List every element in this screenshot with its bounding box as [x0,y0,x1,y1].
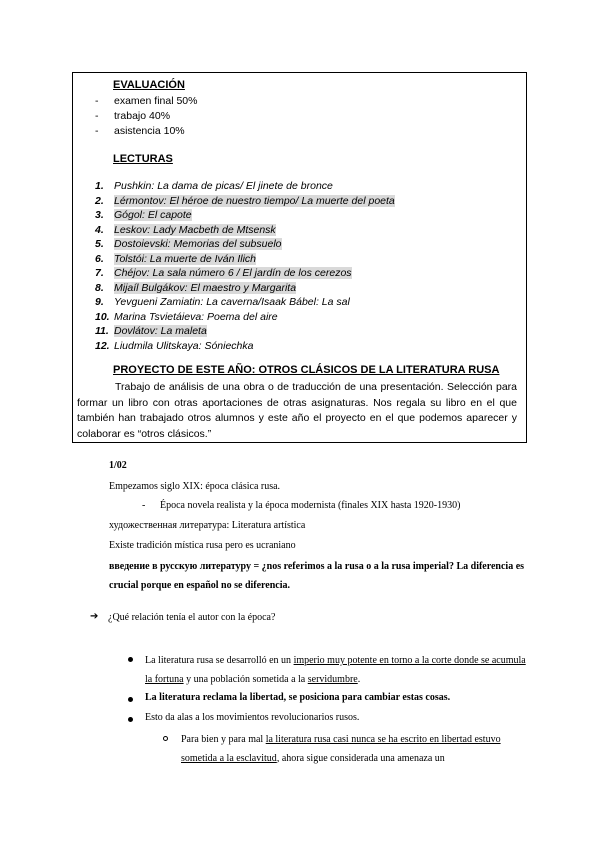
notes-question: ¿Qué relación tenía el autor con la época? [108,612,276,623]
notes-line: Empezamos siglo XIX: época clásica rusa. [109,481,281,492]
lectura-item: 3. Gógol: El capote [95,209,192,221]
sub-bullet-icon [163,736,168,741]
notes-bullet: Esto da alas a los movimientos revolucionarios rusos. [145,712,360,723]
notes-line: художественная литература: Literatura artística [109,520,306,531]
proyecto-title: PROYECTO DE ESTE AÑO: OTROS CLÁSICOS DE LA LITERATURA RUSA [113,364,500,376]
lectura-item: 2. Lérmontov: El héroe de nuestro tiempo/ La muerte del poeta [95,194,395,207]
notes-dash-item: Época novela realista y la época modernista (finales XIX hasta 1920-1930) [160,500,461,511]
notes-bold-line: введение в русскую литературу = ¿nos referimos a la rusa o a la rusa imperial? La diferencia es crucial porque en español no se diferencia. [109,561,525,591]
bullet-icon [128,697,133,702]
notes-line: Existe tradición mística rusa pero es ucraniano [109,540,296,551]
notes-sub-bullet: Para bien y para mal la literatura rusa casi nunca se ha escrito en libertad estuvo sometida a la esclavitud, ahora sigue considerada una amenaza un [181,734,501,764]
course-info-box: EVALUACIÓN - examen final 50% - trabajo 40% - asistencia 10% LECTURAS 1. Pushkin: La dama de picas/ El jinete de bronce 2. Lérmontov: El héroe de nuestro tiempo/ La muerte del poeta 3. Gógol: El capote 4. Leskov: Lady Macbeth de Mtsensk 5. Dostoievski: Memorias del subsuelo 6. Tolstói: La muerte de Iván Ilich 7. Chéjov: La sala número 6 / El jardín de los cerezos 8. Mijaíl Bulgákov: El maestro y Margarita 9. Yevgueni Zamiatin: La caverna/Isaak Bábel: La sal 10. Marina Tsvietáieva: Poema del aire 11. Dovlátov: La maleta 12. Liudmila Ulitskaya: Sóniechka PROYECTO DE ESTE AÑO: OTROS CLÁSICOS DE LA LITERATURA RUSA Trabajo de análisis de una obra o de traducción de una presentación. Selección para formar un libro con otras aportaciones de otras asignaturas. Nos regala su libro en el que también han trabajado otros alumnos y este año el proyecto en el que podemos aparecer y colaborar es “otros clásicos.” [72,72,527,443]
lecturas-title: LECTURAS [113,153,173,165]
arrow-icon: ➔ [90,611,99,622]
lectura-item: 7. Chéjov: La sala número 6 / El jardín de los cerezos [95,267,352,279]
proyecto-text: Trabajo de análisis de una obra o de traducción de una presentación. Selección para formar un libro con otras aportaciones de otras asignaturas. Nos regala su libro en el que también han trabajado otros alumnos y este año el proyecto en el que podemos aparecer y colaborar es “otros clásicos.” [77,381,517,440]
lectura-item: 9. Yevgueni Zamiatin: La caverna/Isaak Bábel: La sal [95,296,350,308]
lectura-item: 5. Dostoievski: Memorias del subsuelo [95,238,282,250]
dash-marker: - [142,500,146,511]
notes-bullet: La literatura reclama la libertad, se posiciona para cambiar estas cosas. [145,692,451,703]
lectura-item: 11. Dovlátov: La maleta [95,325,207,337]
bullet-icon [128,657,133,662]
lectura-item: 10. Marina Tsvietáieva: Poema del aire [95,310,278,323]
evaluacion-title: EVALUACIÓN [113,79,185,91]
bullet-icon [128,717,133,722]
lectura-item: 8. Mijaíl Bulgákov: El maestro y Margarita [95,281,297,294]
lectura-item: 4. Leskov: Lady Macbeth de Mtsensk [95,223,276,236]
lectura-item: 12. Liudmila Ulitskaya: Sóniechka [95,339,254,352]
notes-date: 1/02 [109,460,127,471]
lectura-item: 1. Pushkin: La dama de picas/ El jinete de bronce [95,180,333,192]
lectura-item: 6. Tolstói: La muerte de Iván Ilich [95,252,257,265]
notes-bullet: La literatura rusa se desarrolló en un imperio muy potente en torno a la corte donde se acumula la fortuna y una población sometida a la servidumbre. [145,655,526,685]
